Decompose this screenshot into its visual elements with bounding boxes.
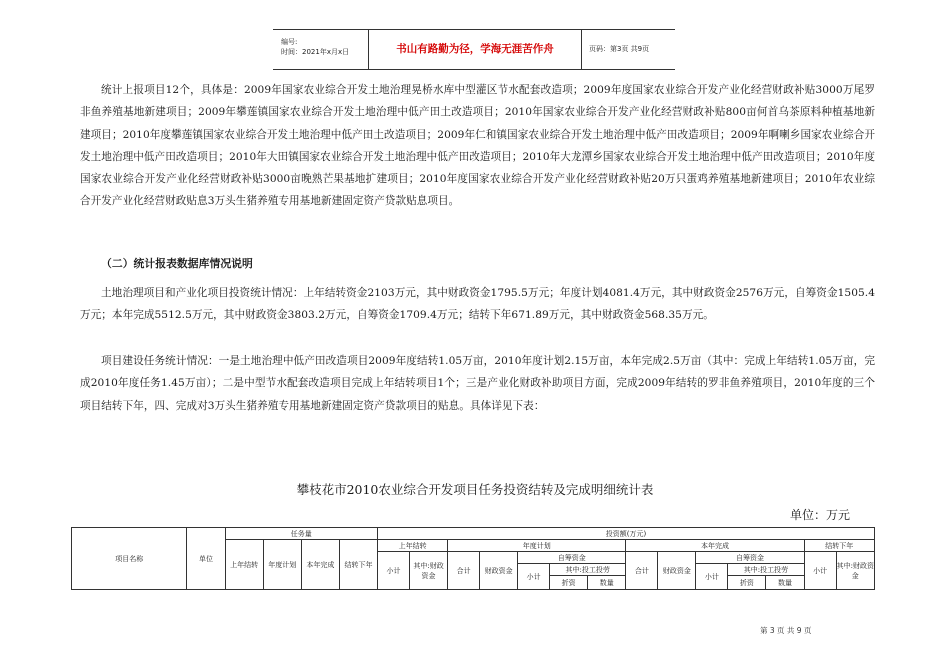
page-header [273,29,675,70]
section-heading: （二）统计报表数据库情况说明 [101,257,253,270]
col-plan-self-subtotal: 小计 [518,564,550,590]
header-meta [273,30,369,69]
page-footer: 第 3 页 共 9 页 [760,626,812,635]
header-number: 编号: [281,38,298,46]
group-prev-carry: 上年结转 [378,540,448,552]
table-unit: 单位：万元 [790,508,851,522]
col-plan-total: 合计 [448,552,480,590]
group-done-labor: 其中:投工投劳 [728,564,804,576]
col-done-total: 合计 [626,552,658,590]
col-project-name: 项目名称 [72,528,187,590]
group-annual-plan: 年度计划 [448,540,626,552]
table-title: 攀枝花市2010农业综合开发项目任务投资结转及完成明细统计表 [296,482,654,497]
col-done-self-subtotal: 小计 [696,564,728,590]
paragraph-investment: 土地治理项目和产业化项目投资统计情况：上年结转资金2103万元，其中财政资金1795.5万元；年度计划4081.4万元，其中财政资金2576万元，自筹资金1505.4万元；本年完成5512.5万元，其中财政资金3803.2万元，自筹资金1709.4万元；结转下年671.89万元，其中财政资金568.35万元。 [80,287,875,322]
group-carry-next: 结转下年 [804,540,874,552]
col-unit: 单位 [187,528,225,590]
header-motto: 书山有路勤为径，学海无涯苦作舟 [369,30,582,69]
col-plan-discount: 折资 [550,576,588,590]
col-task-prev: 上年结转 [225,540,263,590]
col-task-plan: 年度计划 [263,540,301,590]
group-plan-self: 自筹资金 [518,552,626,564]
statistics-table [71,527,875,590]
col-done-fiscal: 财政资金 [658,552,696,590]
header-page: 页码：第3页 共9页 [589,45,650,53]
col-task-next: 结转下年 [339,540,377,590]
col-plan-quantity: 数量 [588,576,626,590]
group-plan-labor: 其中:投工投劳 [550,564,626,576]
paragraph-tasks: 项目建设任务统计情况：一是土地治理中低产田改造项目2009年度结转1.05万亩，2010年度计划2.15万亩，本年完成2.5万亩（其中：完成上年结转1.05万亩，完成2010年度任务1.45万亩）；二是中型节水配套改造项目完成上年结转项目1个；三是产业化财政补助项目方面，完成2009年结转的罗非鱼养殖项目，2010年度的三个项目结转下年，四、完成对3万头生猪养殖专用基地新建固定资产贷款项目的贴息。具体详见下表： [80,355,875,412]
group-completed: 本年完成 [626,540,804,552]
group-investment: 投资额(万元) [378,528,875,540]
paragraph-projects: 统计上报项目12个，具体是：2009年国家农业综合开发土地治理晃桥水库中型灌区节水配套改造项；2009年度国家农业综合开发产业化经营财政补贴3000万尾罗非鱼养殖基地新建项目；2009年攀莲镇国家农业综合开发土地治理中低产田土改造项目；2010年国家农业综合开发产业化经营财政补贴800亩何首乌茶原料种植基地新建项目；2010年度攀莲镇国家农业综合开发土地治理中低产田土改造项目；2009年仁和镇国家农业综合开发土地治理中低产田改造项目；2009年啊喇乡国家农业综合开发土地治理中低产田改造项目；2010年大田镇国家农业综合开发土地治理中低产田改造项目；2010年大龙潭乡国家农业综合开发土地治理中低产田改造项目；2010年度国家农业综合开发产业化经营财政补贴3000亩晚熟芒果基地扩建项目；2010年度国家农业综合开发产业化经营财政补贴20万只蛋鸡养殖基地新建项目；2010年农业综合开发产业化经营财政贴息3万头生猪养殖专用基地新建固定资产贷款贴息项目。 [80,84,875,208]
col-prev-fiscal: 其中:财政资金 [409,552,447,590]
col-done-discount: 折资 [728,576,766,590]
col-next-subtotal: 小计 [804,552,836,590]
header-time: 时间：2021年x月x日 [281,48,350,56]
group-task-volume: 任务量 [225,528,378,540]
col-plan-fiscal: 财政资金 [480,552,518,590]
col-task-done: 本年完成 [301,540,339,590]
col-next-fiscal: 其中:财政资金 [836,552,874,590]
col-done-quantity: 数量 [766,576,804,590]
group-done-self: 自筹资金 [696,552,804,564]
col-prev-subtotal: 小计 [378,552,410,590]
